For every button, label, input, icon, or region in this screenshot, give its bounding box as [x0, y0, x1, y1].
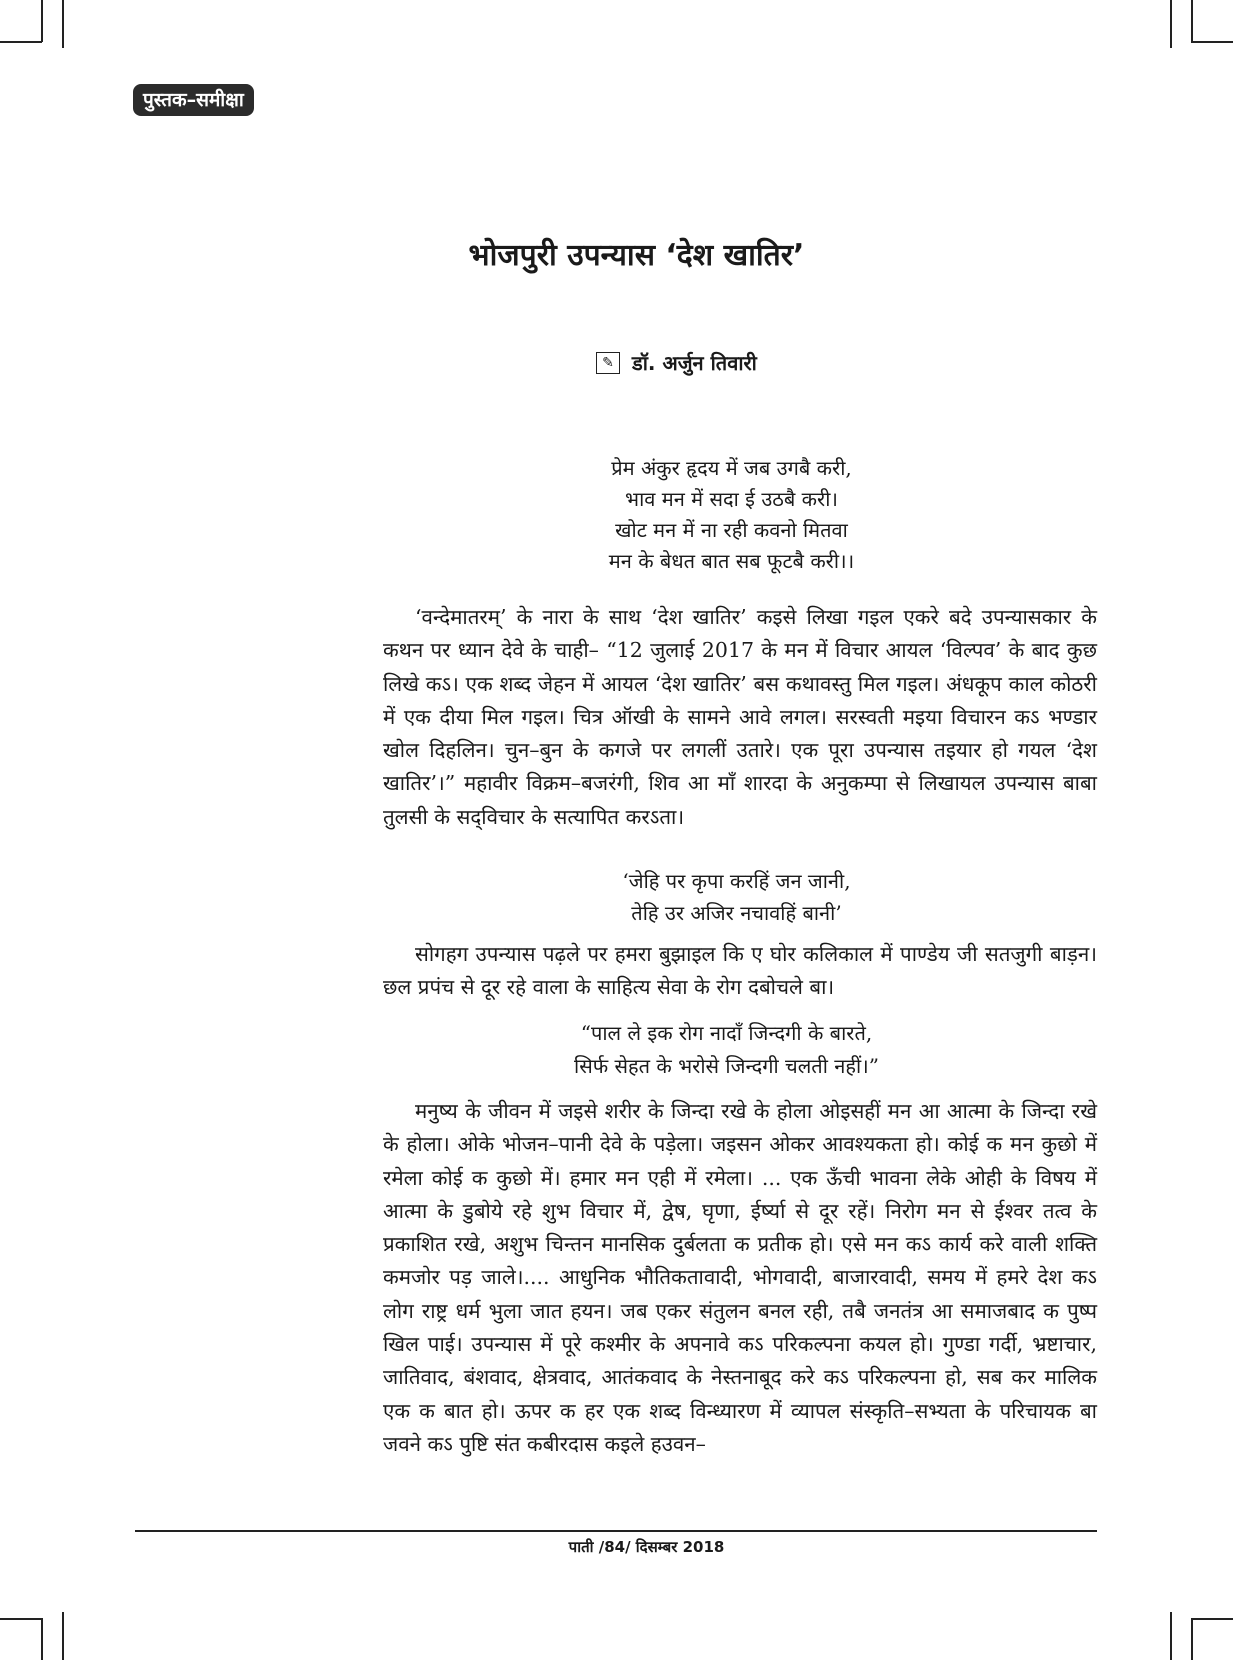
pen-icon: ✎	[596, 352, 620, 374]
verse-line: मन के बेधत बात सब फूटबै करी।।	[608, 549, 855, 573]
verse-line: तेहि उर अजिर नचावहिं बानी’	[631, 901, 842, 925]
crop-mark	[62, 1612, 64, 1660]
verse-line: “पाल ले इक रोग नादाँ जिन्दगी के बारते,	[580, 1021, 873, 1045]
verse-line: सिर्फ सेहत के भरोसे जिन्दगी चलती नहीं।”	[574, 1054, 879, 1078]
crop-mark	[0, 1618, 42, 1620]
crop-mark	[1191, 1618, 1193, 1660]
crop-mark	[62, 0, 64, 48]
crop-mark	[1170, 0, 1172, 48]
quote-verse	[0, 865, 1233, 929]
body-paragraph: ‘वन्देमातरम्’ के नारा के साथ ‘देश खातिर’ कइसे लिखा गइल एकरे बदे उपन्यासकार के कथन पर ध्यान देवे के चाही– “12 जुलाई 2017 के मन में विचार आयल ‘विल्पव’ के बाद कुछ लिखे कऽ। एक शब्द जेहन में आयल ‘देश खातिर’ बस कथावस्तु मिल गइल। अंधकूप काल कोठरी में एक दीया मिल गइल। चित्र ऑखी के सामने आवे लगल। सरस्वती मइया विचारन कऽ भण्डार खोल दिहलिन। चुन–बुन के कगजे पर लगलीं उतारे। एक पूरा उपन्यास तइयार हो गयल ‘देश खातिर’।” महावीर विक्रम–बजरंगी, शिव आ माँ शारदा के अनुकम्पा से लिखायल उपन्यास बाबा तुलसी के सद्‌विचार के सत्यापित करऽता।	[383, 605, 1097, 829]
verse-line: खोट मन में ना रही कवनो मितवा	[615, 518, 848, 542]
crop-mark	[41, 1618, 43, 1660]
verse-line: भाव मन में सदा ई उठबै करी।	[625, 487, 838, 511]
body-paragraph: मनुष्य के जीवन में जइसे शरीर के जिन्दा रखे के होला ओइसहीं मन आ आत्मा के जिन्दा रखे के होला। ओके भोजन–पानी देवे के पड़ेला। जइसन ओकर आवश्यकता हो। कोई क मन कुछो में रमेला कोई क कुछो में। हमार मन एही में रमेला। ... एक ऊँची भावना लेके ओही के विषय में आत्मा के डुबोये रहे शुभ विचार में, द्वेष, घृणा, ईर्ष्या से दूर रहें। निरोग मन से ईश्वर तत्व के प्रकाशित रखे, अशुभ चिन्तन मानसिक दुर्बलता क प्रतीक हो। एसे मन कऽ कार्य करे वाली शक्ति कमजोर पड़ जाले।.... आधुनिक भौतिकतावादी, भोगवादी, बाजारवादी, समय में हमरे देश कऽ लोग राष्ट्र धर्म भुला जात हयन। जब एकर संतुलन बनल रही, तबै जनतंत्र आ समाजबाद क पुष्प खिल पाई। उपन्यास में पूरे कश्मीर के अपनावे कऽ परिकल्पना कयल हो। गुण्डा गर्दी, भ्रष्टाचार, जातिवाद, बंशवाद, क्षेत्रवाद, आतंकवाद के नेस्तनाबूद करे कऽ परिकल्पना हो, सब कर मालिक एक क बात हो। ऊपर क हर एक शब्द विन्ध्यारण में व्यापल संस्कृति–सभ्यता के परिचायक बा जवने कऽ पुष्टि संत कबीरदास कइले हउवन–	[383, 1099, 1097, 1456]
page-footer: पाती /84/ दिसम्बर 2018	[568, 1538, 725, 1556]
crop-mark	[1191, 0, 1193, 42]
author-byline	[596, 349, 757, 376]
author-name: डॉ. अर्जुन तिवारी	[632, 351, 757, 375]
body-paragraph: सोगहग उपन्यास पढ़ले पर हमरा बुझाइल कि ए घोर कलिकाल में पाण्डेय जी सतजुगी बाड़न। छल प्रपंच से दूर रहे वाला के साहित्य सेवा के रोग दबोचले बा।	[383, 942, 1097, 1000]
crop-mark	[1191, 1618, 1233, 1620]
verse-line: ‘जेहि पर कृपा करहिं जन जानी,	[622, 869, 851, 893]
quote-verse	[0, 1017, 1233, 1083]
crop-mark	[0, 41, 42, 43]
opening-verse	[0, 453, 1233, 577]
crop-mark	[1191, 41, 1233, 43]
crop-mark	[41, 0, 43, 42]
section-label: पुस्तक–समीक्षा	[133, 84, 254, 116]
footer-divider	[135, 1530, 1097, 1532]
article-title: भोजपुरी उपन्यास ‘देश खातिर’	[468, 238, 805, 273]
crop-mark	[1170, 1612, 1172, 1660]
verse-line: प्रेम अंकुर हृदय में जब उगबै करी,	[611, 456, 852, 480]
